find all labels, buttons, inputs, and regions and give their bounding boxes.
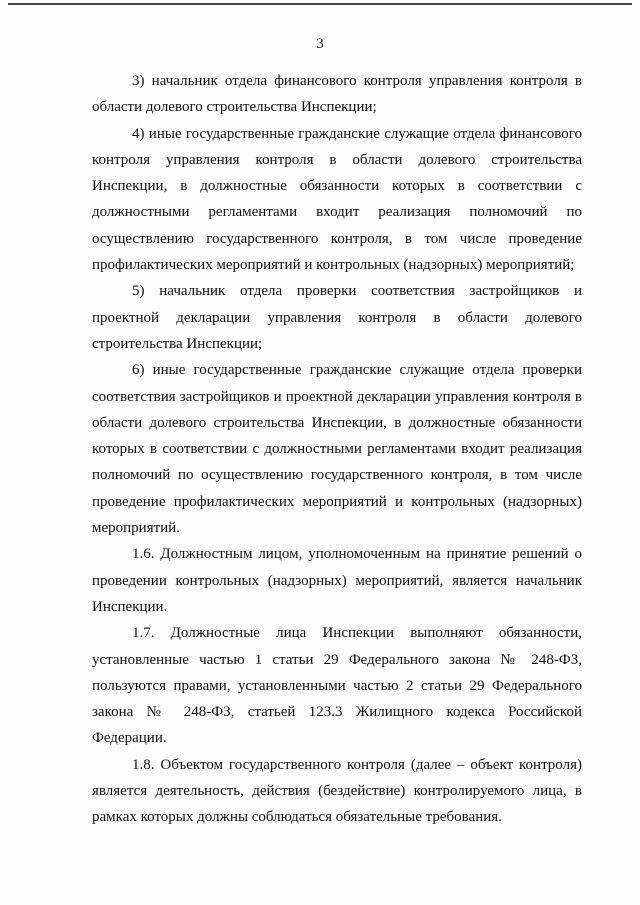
document-body bbox=[92, 68, 582, 831]
paragraph-item-6: 6) иные государственные гражданские служащие отдела проверки соответствия застройщиков и проектной декларации управления контроля в области долевого строительства Инспекции, в должностные обязанности которых в соответствии с должностными регламентами входит реализация полномочий по осуществлению государственного контроля, в том числе проведение профилактических мероприятий и контрольных (надзорных) мероприятий. bbox=[92, 362, 582, 537]
paragraph-item-5: 5) начальник отдела проверки соответствия застройщиков и проектной декларации управления контроля в области долевого строительства Инспекции; bbox=[92, 283, 582, 352]
top-border-line bbox=[8, 3, 632, 5]
paragraph-clause-1-7: 1.7. Должностные лица Инспекции выполняют обязанности, установленные частью 1 статьи 29 Федерального закона № 248-ФЗ, пользуются правами, установленными частью 2 статьи 29 Федерального закона № 248-ФЗ, статьей 123.3 Жилищного кодекса Российской Федерации. bbox=[92, 625, 582, 747]
paragraph-clause-1-6: 1.6. Должностным лицом, уполномоченным на принятие решений о проведении контрольных (надзорных) мероприятий, является начальник Инспекции. bbox=[92, 546, 582, 615]
page-number: 3 bbox=[316, 36, 324, 52]
paragraph-clause-1-8: 1.8. Объектом государственного контроля (далее – объект контроля) является деятельность, действия (бездействие) контролируемого лица, в рамках которых должны соблюдаться обязательные требования. bbox=[92, 756, 582, 826]
paragraph-item-4: 4) иные государственные гражданские служащие отдела финансового контроля управления контроля в области долевого строительства Инспекции, в должностные обязанности которых в соответствии с должностными регламентами входит реализация полномочий по осуществлению государственного контроля, в том числе проведение профилактических мероприятий и контрольных (надзорных) мероприятий; bbox=[92, 125, 582, 274]
paragraph-item-3: 3) начальник отдела финансового контроля управления контроля в области долевого строительства Инспекции; bbox=[92, 73, 582, 116]
